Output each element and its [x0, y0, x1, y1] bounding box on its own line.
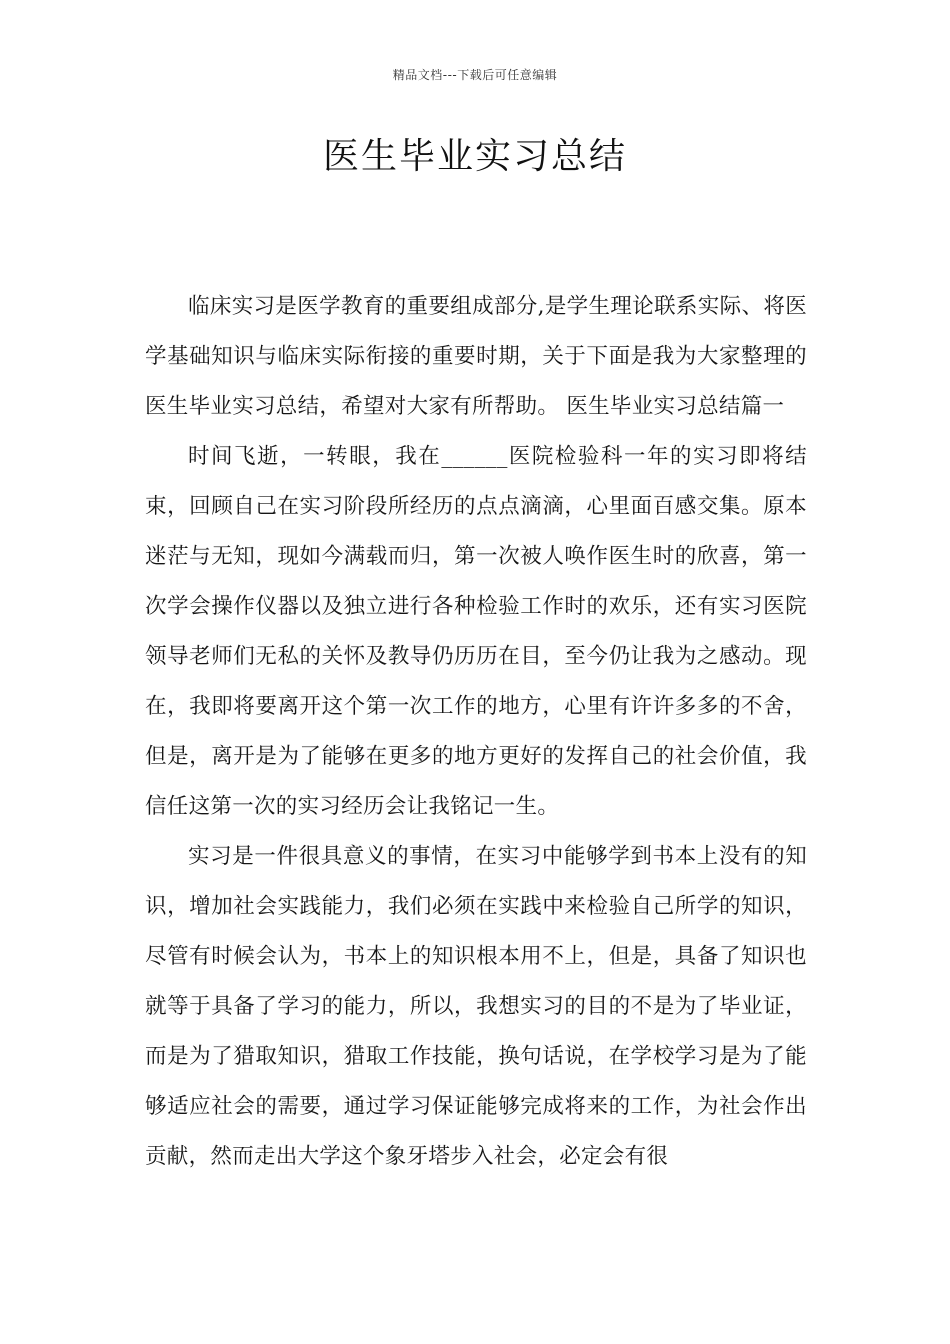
- paragraph-internship-meaning: 实习是一件很具意义的事情，在实习中能够学到书本上没有的知识，增加社会实践能力，我们必须在实践中来检验自己所学的知识，尽管有时候会认为，书本上的知识根本用不上，但是，具备了知识也就等于具备了学习的能力，所以，我想实习的目的不是为了毕业证，而是为了猎取知识，猎取工作技能，换句话说，在学校学习是为了能够适应社会的需要，通过学习保证能够完成将来的工作，为社会作出贡献，然而走出大学这个象牙塔步入社会，必定会有很: [145, 844, 807, 1169]
- document-body: [145, 282, 807, 1182]
- document-title: 医生毕业实习总结: [322, 136, 627, 177]
- paragraph-intro: 临床实习是医学教育的重要组成部分,是学生理论联系实际、将医学基础知识与临床实际衔接的重要时期，关于下面是我为大家整理的医生毕业实习总结，希望对大家有所帮助。 医生毕业实习总结篇一: [145, 294, 807, 419]
- paragraph-internship-review: 时间飞逝，一转眼，我在______医院检验科一年的实习即将结束，回顾自己在实习阶段所经历的点点滴滴，心里面百感交集。原本迷茫与无知，现如今满载而归，第一次被人唤作医生时的欣喜，第一次学会操作仪器以及独立进行各种检验工作时的欢乐，还有实习医院领导老师们无私的关怀及教导仍历历在目，至今仍让我为之感动。现在，我即将要离开这个第一次工作的地方，心里有许许多多的不舍，但是，离开是为了能够在更多的地方更好的发挥自己的社会价值，我信任这第一次的实习经历会让我铭记一生。: [145, 444, 807, 819]
- header-watermark: 精品文档---下载后可任意编辑: [392, 68, 558, 82]
